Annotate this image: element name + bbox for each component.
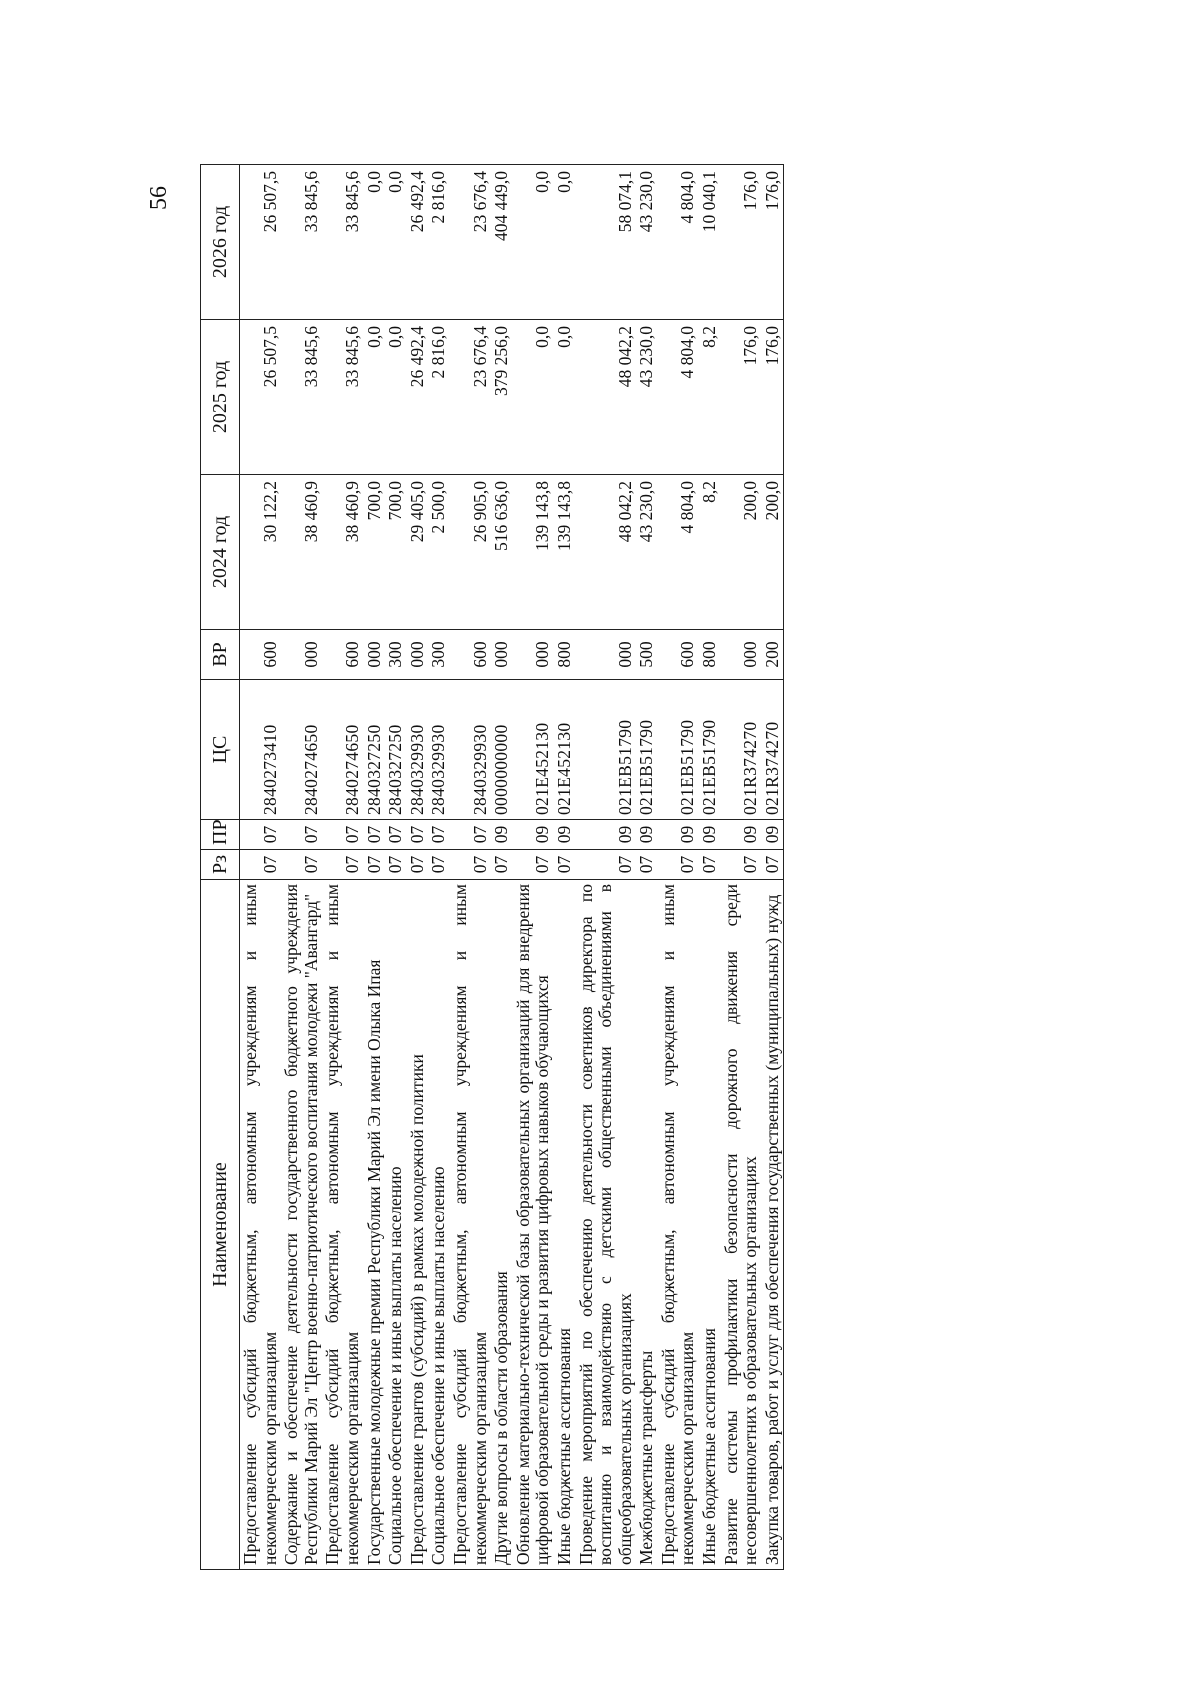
table-row xyxy=(385,165,407,1570)
cell-pr: 09 xyxy=(554,820,576,850)
cell-name: Предоставление субсидий бюджетным, автономным учреждениям и иным некоммерческим организациям xyxy=(322,880,363,1570)
cell-vr: 000 xyxy=(491,630,513,680)
cell-cs: 2840274650 xyxy=(322,680,363,820)
cell-2025: 23 676,4 xyxy=(450,320,491,475)
table-row xyxy=(658,165,699,1570)
cell-2024: 4 804,0 xyxy=(658,475,699,630)
cell-rz: 07 xyxy=(721,850,762,880)
cell-2026: 4 804,0 xyxy=(658,165,699,320)
table-row xyxy=(513,165,554,1570)
cell-rz: 07 xyxy=(364,850,386,880)
cell-2026: 0,0 xyxy=(385,165,407,320)
header-2026: 2026 год xyxy=(201,165,240,320)
header-2025: 2025 год xyxy=(201,320,240,475)
cell-pr: 07 xyxy=(240,820,282,850)
table-row xyxy=(721,165,762,1570)
table-row xyxy=(240,165,282,1570)
cell-cs: 021R374270 xyxy=(762,680,784,820)
cell-2026: 33 845,6 xyxy=(322,165,363,320)
cell-vr: 800 xyxy=(554,630,576,680)
cell-2025: 379 256,0 xyxy=(491,320,513,475)
cell-rz: 07 xyxy=(281,850,322,880)
table-row xyxy=(491,165,513,1570)
cell-pr: 09 xyxy=(658,820,699,850)
cell-name: Развитие системы профилактики безопасности дорожного движения среди несовершеннолетних в образовательных организациях xyxy=(721,880,762,1570)
cell-name: Социальное обеспечение и иные выплаты населению xyxy=(428,880,450,1570)
cell-2025: 26 492,4 xyxy=(407,320,429,475)
table-row xyxy=(576,165,637,1570)
budget-table xyxy=(200,164,784,1570)
cell-vr: 600 xyxy=(322,630,363,680)
cell-rz: 07 xyxy=(636,850,658,880)
cell-2024: 2 500,0 xyxy=(428,475,450,630)
cell-pr: 07 xyxy=(450,820,491,850)
table-body xyxy=(240,165,784,1570)
cell-2026: 23 676,4 xyxy=(450,165,491,320)
cell-cs: 2840327250 xyxy=(385,680,407,820)
cell-rz: 07 xyxy=(385,850,407,880)
cell-rz: 07 xyxy=(407,850,429,880)
cell-vr: 000 xyxy=(364,630,386,680)
cell-cs: 021EB51790 xyxy=(636,680,658,820)
cell-2024: 38 460,9 xyxy=(281,475,322,630)
cell-vr: 000 xyxy=(576,630,637,680)
cell-cs: 2840274650 xyxy=(281,680,322,820)
cell-pr: 07 xyxy=(385,820,407,850)
cell-2026: 33 845,6 xyxy=(281,165,322,320)
page-number: 56 xyxy=(146,186,172,210)
cell-pr: 09 xyxy=(513,820,554,850)
cell-2024: 30 122,2 xyxy=(240,475,282,630)
table-row xyxy=(407,165,429,1570)
cell-2025: 176,0 xyxy=(762,320,784,475)
cell-rz: 07 xyxy=(554,850,576,880)
cell-2024: 38 460,9 xyxy=(322,475,363,630)
cell-vr: 000 xyxy=(407,630,429,680)
cell-2024: 8,2 xyxy=(699,475,721,630)
cell-rz: 07 xyxy=(699,850,721,880)
table-row xyxy=(554,165,576,1570)
cell-vr: 000 xyxy=(281,630,322,680)
cell-rz: 07 xyxy=(576,850,637,880)
cell-2025: 4 804,0 xyxy=(658,320,699,475)
cell-rz: 07 xyxy=(658,850,699,880)
cell-pr: 07 xyxy=(428,820,450,850)
cell-2025: 8,2 xyxy=(699,320,721,475)
cell-2025: 0,0 xyxy=(385,320,407,475)
cell-name: Содержание и обеспечение деятельности государственного бюджетного учреждения Республики Марий Эл "Центр военно-патриотического воспитания молодежи "Авангард" xyxy=(281,880,322,1570)
cell-2024: 139 143,8 xyxy=(513,475,554,630)
cell-pr: 09 xyxy=(721,820,762,850)
cell-2025: 0,0 xyxy=(513,320,554,475)
cell-cs: 021E452130 xyxy=(554,680,576,820)
table-row xyxy=(762,165,784,1570)
cell-cs: 2840329930 xyxy=(407,680,429,820)
header-pr: ПР xyxy=(201,820,240,850)
cell-2025: 2 816,0 xyxy=(428,320,450,475)
cell-2024: 43 230,0 xyxy=(636,475,658,630)
cell-name: Предоставление грантов (субсидий) в рамках молодежной политики xyxy=(407,880,429,1570)
cell-vr: 500 xyxy=(636,630,658,680)
header-name: Наименование xyxy=(201,880,240,1570)
cell-2026: 404 449,0 xyxy=(491,165,513,320)
cell-name: Государственные молодежные премии Республики Марий Эл имени Олыка Ипая xyxy=(364,880,386,1570)
cell-2026: 10 040,1 xyxy=(699,165,721,320)
table-row xyxy=(450,165,491,1570)
cell-2024: 48 042,2 xyxy=(576,475,637,630)
cell-2024: 700,0 xyxy=(385,475,407,630)
cell-2024: 26 905,0 xyxy=(450,475,491,630)
cell-2025: 33 845,6 xyxy=(281,320,322,475)
cell-2026: 26 507,5 xyxy=(240,165,282,320)
cell-cs: 2840327250 xyxy=(364,680,386,820)
cell-name: Закупка товаров, работ и услуг для обеспечения государственных (муниципальных) нужд xyxy=(762,880,784,1570)
cell-2024: 516 636,0 xyxy=(491,475,513,630)
cell-vr: 300 xyxy=(428,630,450,680)
cell-vr: 000 xyxy=(721,630,762,680)
cell-pr: 09 xyxy=(699,820,721,850)
cell-pr: 07 xyxy=(364,820,386,850)
cell-vr: 200 xyxy=(762,630,784,680)
table-row xyxy=(636,165,658,1570)
cell-name: Иные бюджетные ассигнования xyxy=(699,880,721,1570)
table-row xyxy=(281,165,322,1570)
cell-2025: 48 042,2 xyxy=(576,320,637,475)
table-row xyxy=(322,165,363,1570)
cell-rz: 07 xyxy=(513,850,554,880)
cell-cs: 021EB51790 xyxy=(658,680,699,820)
cell-2025: 26 507,5 xyxy=(240,320,282,475)
cell-cs: 021EB51790 xyxy=(576,680,637,820)
cell-2025: 176,0 xyxy=(721,320,762,475)
cell-name: Предоставление субсидий бюджетным, автономным учреждениям и иным некоммерческим организациям xyxy=(240,880,282,1570)
cell-vr: 600 xyxy=(658,630,699,680)
cell-2026: 0,0 xyxy=(513,165,554,320)
cell-rz: 07 xyxy=(762,850,784,880)
cell-2026: 2 816,0 xyxy=(428,165,450,320)
cell-name: Предоставление субсидий бюджетным, автономным учреждениям и иным некоммерческим организациям xyxy=(450,880,491,1570)
cell-2026: 26 492,4 xyxy=(407,165,429,320)
cell-cs: 2840329930 xyxy=(450,680,491,820)
cell-rz: 07 xyxy=(240,850,282,880)
cell-name: Обновление материально-технической базы образовательных организаций для внедрения цифровой образовательной среды и развития цифровых навыков обучающихся xyxy=(513,880,554,1570)
table-row xyxy=(428,165,450,1570)
cell-2026: 0,0 xyxy=(554,165,576,320)
header-2024: 2024 год xyxy=(201,475,240,630)
cell-pr: 09 xyxy=(636,820,658,850)
cell-2024: 139 143,8 xyxy=(554,475,576,630)
cell-2024: 700,0 xyxy=(364,475,386,630)
cell-rz: 07 xyxy=(491,850,513,880)
cell-vr: 800 xyxy=(699,630,721,680)
cell-rz: 07 xyxy=(450,850,491,880)
cell-pr: 07 xyxy=(322,820,363,850)
cell-name: Межбюджетные трансферты xyxy=(636,880,658,1570)
cell-name: Предоставление субсидий бюджетным, автономным учреждениям и иным некоммерческим организациям xyxy=(658,880,699,1570)
cell-2026: 176,0 xyxy=(721,165,762,320)
cell-cs: 0000000000 xyxy=(491,680,513,820)
header-cs: ЦС xyxy=(201,680,240,820)
cell-2026: 176,0 xyxy=(762,165,784,320)
cell-pr: 07 xyxy=(281,820,322,850)
cell-2024: 200,0 xyxy=(762,475,784,630)
cell-2026: 0,0 xyxy=(364,165,386,320)
cell-2026: 43 230,0 xyxy=(636,165,658,320)
cell-2026: 58 074,1 xyxy=(576,165,637,320)
table-row xyxy=(699,165,721,1570)
cell-vr: 000 xyxy=(513,630,554,680)
cell-vr: 600 xyxy=(240,630,282,680)
cell-2024: 200,0 xyxy=(721,475,762,630)
cell-pr: 09 xyxy=(491,820,513,850)
cell-rz: 07 xyxy=(428,850,450,880)
header-rz: Рз xyxy=(201,850,240,880)
cell-2025: 33 845,6 xyxy=(322,320,363,475)
cell-2025: 0,0 xyxy=(554,320,576,475)
cell-rz: 07 xyxy=(322,850,363,880)
table-header-row xyxy=(201,165,240,1570)
cell-name: Проведение мероприятий по обеспечению деятельности советников директора по воспитанию и взаимодействию с детскими общественными объединениями в общеобразовательных организациях xyxy=(576,880,637,1570)
cell-name: Другие вопросы в области образования xyxy=(491,880,513,1570)
cell-name: Иные бюджетные ассигнования xyxy=(554,880,576,1570)
cell-cs: 021EB51790 xyxy=(699,680,721,820)
cell-cs: 021R374270 xyxy=(721,680,762,820)
cell-pr: 09 xyxy=(762,820,784,850)
rotated-content xyxy=(140,150,1070,1570)
table-row xyxy=(364,165,386,1570)
header-vr: ВР xyxy=(201,630,240,680)
cell-vr: 600 xyxy=(450,630,491,680)
cell-2025: 43 230,0 xyxy=(636,320,658,475)
cell-cs: 2840273410 xyxy=(240,680,282,820)
cell-pr: 09 xyxy=(576,820,637,850)
cell-pr: 07 xyxy=(407,820,429,850)
cell-cs: 2840329930 xyxy=(428,680,450,820)
cell-vr: 300 xyxy=(385,630,407,680)
cell-name: Социальное обеспечение и иные выплаты населению xyxy=(385,880,407,1570)
cell-2025: 0,0 xyxy=(364,320,386,475)
cell-2024: 29 405,0 xyxy=(407,475,429,630)
cell-cs: 021E452130 xyxy=(513,680,554,820)
